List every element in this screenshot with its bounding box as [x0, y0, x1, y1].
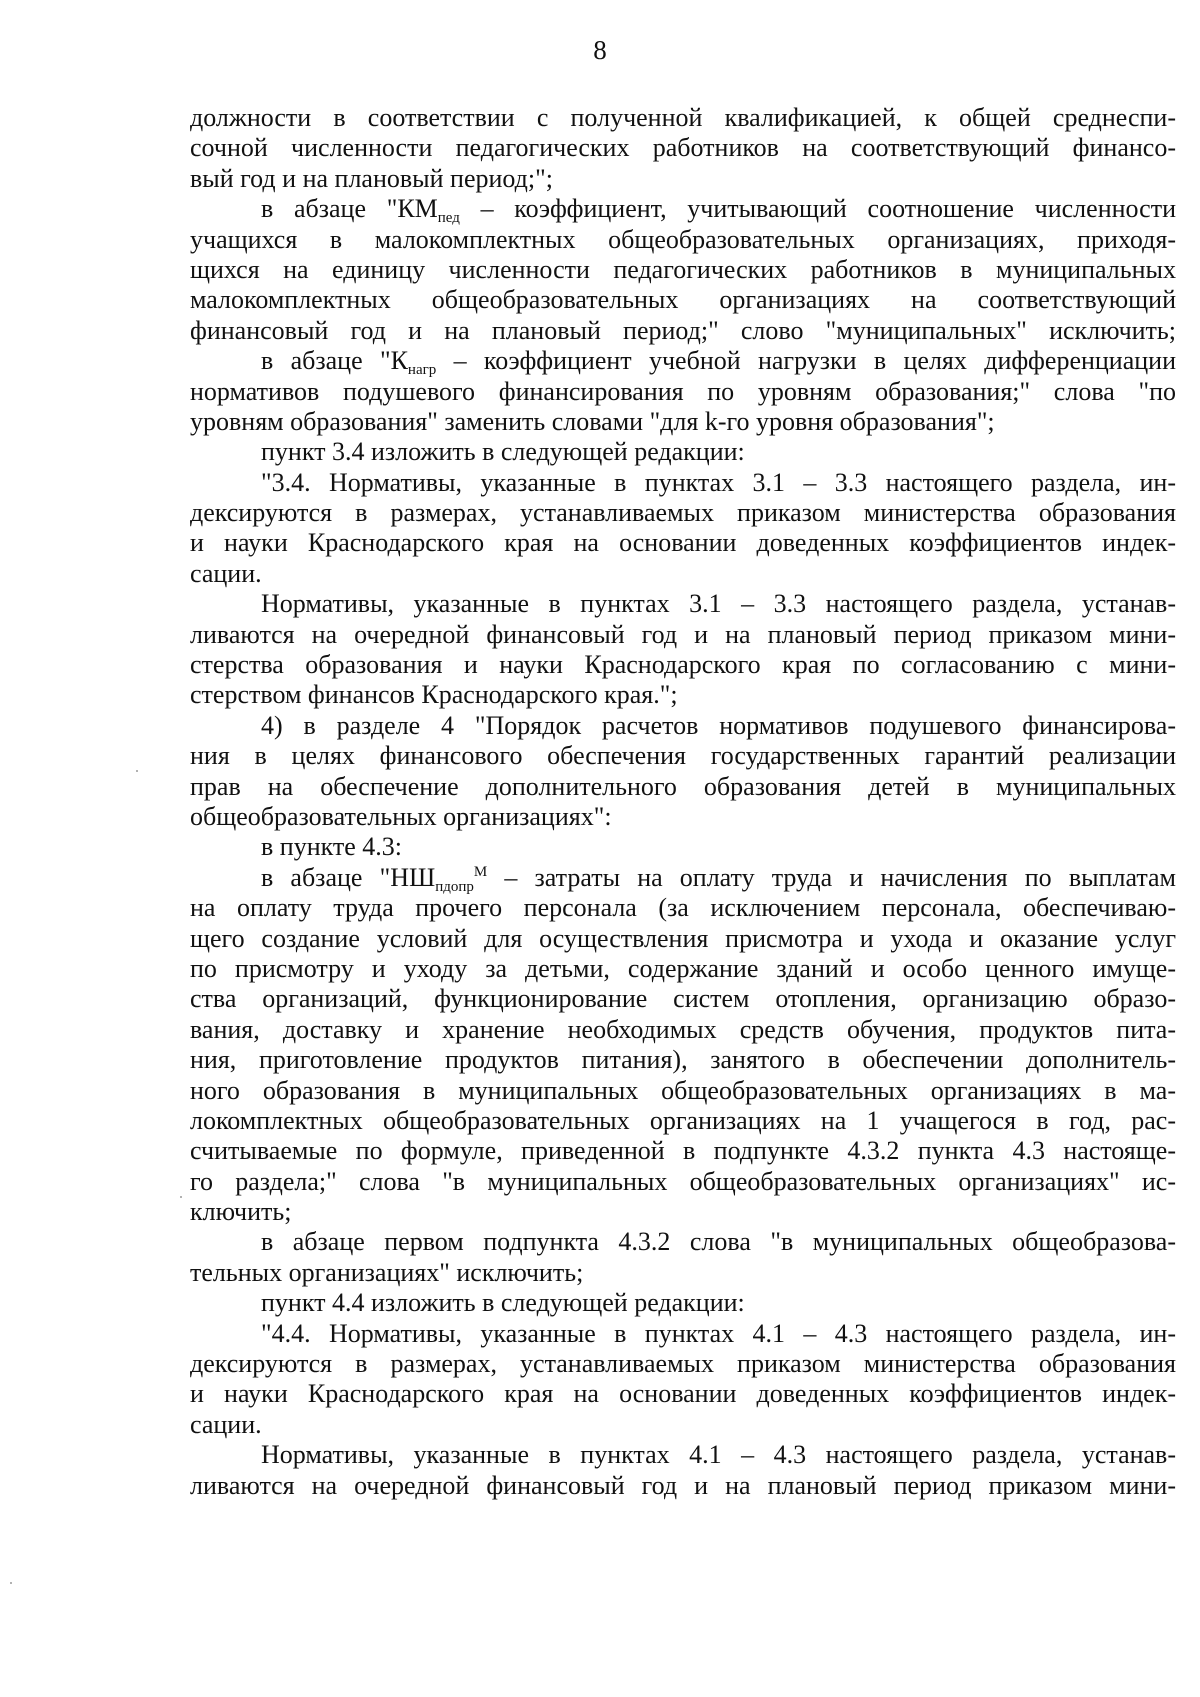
text-segment: в абзаце "НШ	[261, 862, 436, 892]
text-segment: – коэффициент учебной нагрузки в целях дифференциации	[436, 346, 1177, 376]
text-segment: в абзаце "КМ	[261, 194, 438, 224]
text-line: Нормативы, указанные в пунктах 3.1 – 3.3 настоящего раздела, устанав-	[261, 589, 1176, 619]
text-line: уровням образования" заменить словами "для k-го уровня образования";	[190, 406, 995, 436]
subscript: пед	[437, 210, 460, 227]
text-line: вый год и на плановый период;";	[190, 163, 553, 193]
text-line: считываемые по формуле, приведенной в подпункте 4.3.2 пункта 4.3 настояще-	[190, 1136, 1176, 1166]
text-line: "3.4. Нормативы, указанные в пунктах 3.1 – 3.3 настоящего раздела, ин-	[261, 467, 1176, 497]
text-line: ного образования в муниципальных общеобразовательных организациях в ма-	[190, 1075, 1176, 1105]
text-line: сации.	[190, 558, 262, 588]
subscript: нагр	[407, 362, 437, 379]
text-line: малокомплектных общеобразовательных организациях на соответствующий	[190, 285, 1176, 315]
text-line: общеобразовательных организациях":	[190, 801, 612, 831]
text-line: по присмотру и уходу за детьми, содержание зданий и особо ценного имуще-	[190, 953, 1176, 983]
text-line: в пункте 4.3:	[261, 832, 403, 862]
text-line: пункт 4.4 изложить в следующей редакции:	[261, 1288, 745, 1318]
text-segment: в абзаце "К	[261, 346, 408, 376]
document-body	[190, 103, 1176, 1501]
text-line: щихся на единицу численности педагогических работников в муниципальных	[190, 254, 1176, 284]
text-line: вания, доставку и хранение необходимых средств обучения, продуктов пита-	[190, 1014, 1176, 1044]
text-line: и науки Краснодарского края на основании доведенных коэффициентов индек-	[190, 1379, 1176, 1409]
text-line: щего создание условий для осуществления присмотра и ухода и оказание услуг	[190, 923, 1176, 953]
page-number: 8	[593, 35, 607, 65]
text-line: в абзаце первом подпункта 4.3.2 слова "в муниципальных общеобразова-	[261, 1227, 1176, 1257]
text-line: сочной численности педагогических работников на соответствующий финансо-	[190, 133, 1176, 163]
text-line: стерством финансов Краснодарского края.";	[190, 680, 678, 710]
scan-speck	[180, 1196, 182, 1198]
text-line: го раздела;" слова "в муниципальных общеобразовательных организациях" ис-	[190, 1166, 1176, 1196]
text-line: стерства образования и науки Краснодарского края по согласованию с мини-	[190, 650, 1176, 680]
text-line	[190, 863, 1176, 893]
scan-speck	[136, 770, 138, 772]
text-line: пункт 3.4 изложить в следующей редакции:	[261, 437, 745, 467]
text-line	[190, 194, 1176, 227]
text-line: ния, приготовление продуктов питания), занятого в обеспечении дополнитель-	[190, 1045, 1176, 1075]
text-line: ливаются на очередной финансовый год и на плановый период приказом мини-	[190, 1470, 1176, 1500]
text-line: и науки Краснодарского края на основании доведенных коэффициентов индек-	[190, 528, 1176, 558]
text-segment: – затраты на оплату труда и начисления по выплатам	[487, 862, 1176, 892]
text-line: ния в целях финансового обеспечения государственных гарантий реализации	[190, 741, 1176, 771]
text-line: финансовый год и на плановый период;" слово "муниципальных" исключить;	[190, 315, 1176, 345]
text-line: учащихся в малокомплектных общеобразовательных организациях, приходя-	[190, 224, 1176, 254]
text-segment: – коэффициент, учитывающий соотношение численности	[459, 194, 1176, 224]
text-line: сации.	[190, 1409, 262, 1439]
text-line	[190, 346, 1177, 379]
text-line: дексируются в размерах, устанавливаемых приказом министерства образования	[190, 498, 1176, 528]
superscript: М	[473, 863, 488, 880]
scan-speck	[10, 1582, 12, 1584]
text-line: должности в соответствии с полученной квалификацией, к общей среднеспи-	[190, 103, 1176, 132]
text-line: Нормативы, указанные в пунктах 4.1 – 4.3 настоящего раздела, устанав-	[261, 1440, 1176, 1470]
text-line: нормативов подушевого финансирования по уровням образования;" слова "по	[190, 376, 1176, 406]
text-line: 4) в разделе 4 "Порядок расчетов нормативов подушевого финансирова-	[261, 710, 1176, 740]
text-line: тельных организациях" исключить;	[190, 1257, 584, 1287]
text-line: дексируются в размерах, устанавливаемых приказом министерства образования	[190, 1349, 1176, 1379]
text-line: на оплату труда прочего персонала (за исключением персонала, обеспечиваю-	[190, 893, 1176, 923]
text-line: локомплектных общеобразовательных организациях на 1 учащегося в год, рас-	[190, 1105, 1176, 1135]
text-line: ключить;	[190, 1197, 292, 1227]
text-line: прав на обеспечение дополнительного образования детей в муниципальных	[190, 771, 1176, 801]
subscript: пдопр	[435, 878, 474, 895]
text-line: ливаются на очередной финансовый год и на плановый период приказом мини-	[190, 619, 1176, 649]
text-line: ства организаций, функционирование систем отопления, организацию образо-	[190, 984, 1176, 1014]
text-line: "4.4. Нормативы, указанные в пунктах 4.1 – 4.3 настоящего раздела, ин-	[261, 1318, 1176, 1348]
